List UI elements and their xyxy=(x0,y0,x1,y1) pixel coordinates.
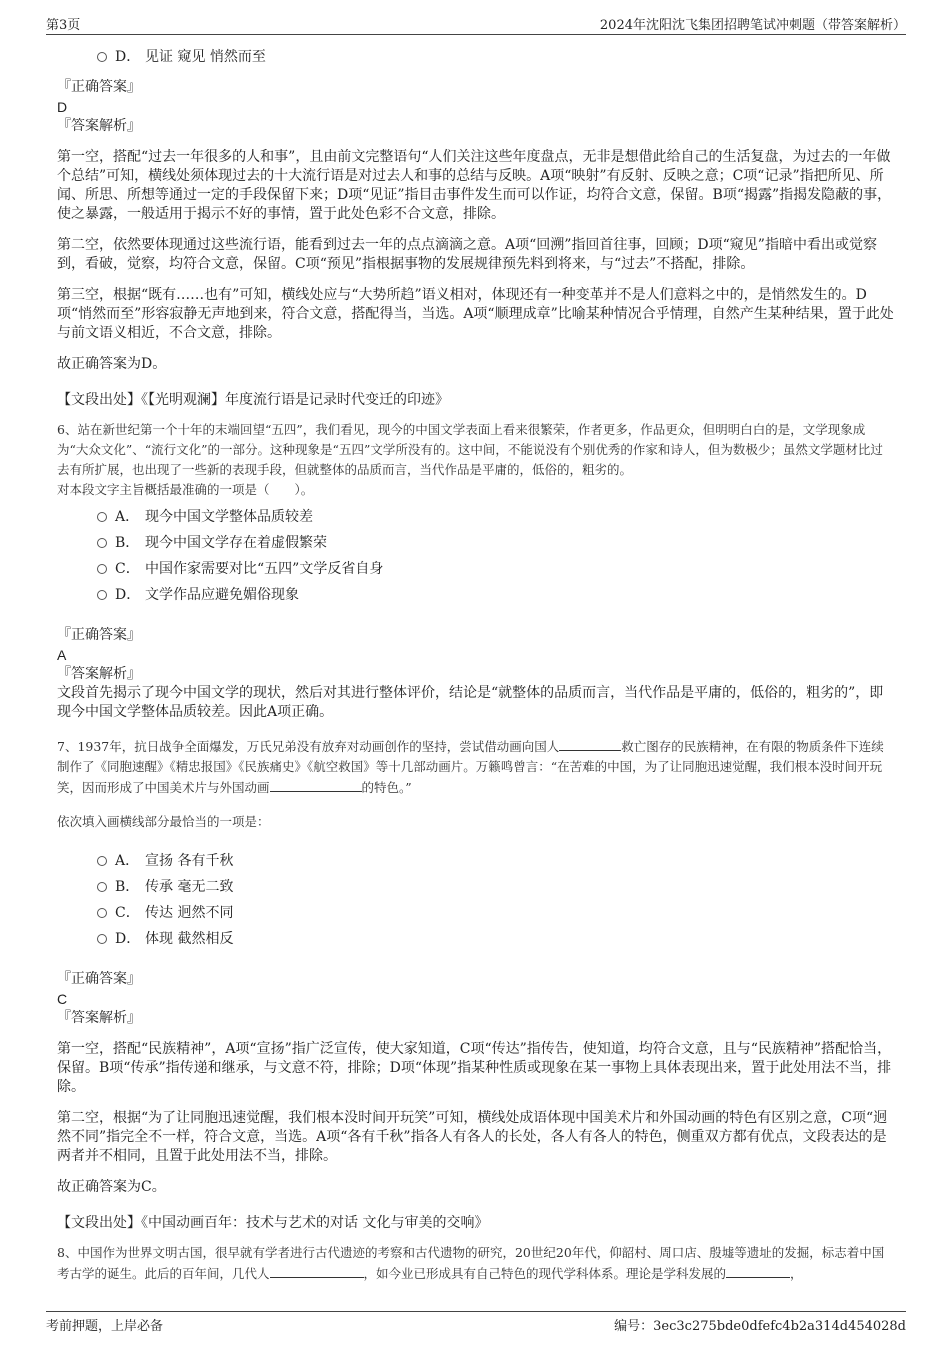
fill-blank xyxy=(270,777,362,792)
q6-stem: 6、站在新世纪第一个十年的末端回望“五四”，我们看见，现今的中国文学表面上看来很繁荣，作者更多，作品更众，但明明白白的是，文学现象成为“大众文化”、“流行文化”的一部分。这种现象是“五四”文学所没有的。这中间，不能说没有个别优秀的作家和诗人，但为数极少；虽然文学题材比过去有所扩展，也出现了一些新的表现手段，但就整体的品质而言，当代作品是平庸的，低俗的，粗劣的。 xyxy=(57,422,883,477)
q7-source: 【文段出处】《中国动画百年：技术与艺术的对话 文化与审美的交响》 xyxy=(57,1215,489,1231)
page-number: 第3页 xyxy=(46,18,81,33)
q7-option-d[interactable]: D． 体现 截然相反 xyxy=(97,926,895,952)
q7-answer-label: 『正确答案』 xyxy=(57,971,141,987)
q7-answer: C xyxy=(57,991,68,1007)
page-header xyxy=(46,14,906,35)
q8-stem: 8、中国作为世界文明古国，很早就有学者进行古代遗迹的考察和古代遗物的研究，20世纪20年代，仰韶村、周口店、殷墟等遗址的发掘，标志着中国考古学的诞生。此后的百年间，几代人 ，如今业已形成具有自己特色的现代学科体系。理论是学科发展的 ， xyxy=(57,1245,885,1281)
q5-explain-label: 『答案解析』 xyxy=(57,118,141,134)
radio-icon[interactable] xyxy=(97,564,107,574)
q5-option-d[interactable]: D． 见证 窥见 悄然而至 xyxy=(97,44,895,70)
radio-icon[interactable] xyxy=(97,934,107,944)
q5-explain-3: 第三空，根据“既有……也有”可知，横线处应与“大势所趋”语义相对，体现还有一种变革并不是人们意料之中的，是悄然发生的。D项“悄然而至”形容寂静无声地到来，符合文意，搭配得当，当选。A项“顺理成章”比喻某种情况合乎情理，自然产生某种结果，置于此处与前文语义相近，不合文意，排除。 xyxy=(57,287,894,341)
radio-icon[interactable] xyxy=(97,512,107,522)
document-body xyxy=(57,44,895,1284)
q7-explain-1: 第一空，搭配“民族精神”，A项“宣扬”指广泛宣传，使大家知道，C项“传达”指传告，使知道，均符合文意，且与“民族精神”搭配恰当，保留。B项“传承”指传递和继承，与文意不符，排除；D项“体现”指某种性质或现象在某一事物上具体表现出来，置于此处用法不当，排除。 xyxy=(57,1041,892,1095)
q7-option-c[interactable]: C． 传达 迥然不同 xyxy=(97,900,895,926)
q7-stem: 7、1937年，抗日战争全面爆发，万氏兄弟没有放弃对动画创作的坚持，尝试借动画向国人 救亡图存的民族精神，在有限的物质条件下连续制作了《同胞速醒》《精忠报国》《民族痛史》《航空救国》等十几部动画片。万籁鸣曾言：“在苦难的中国，为了让同胞迅速觉醒，我们根本没时间开玩笑，因而形成了中国美术片与外国动画 的特色。” xyxy=(57,736,895,798)
q7-option-b[interactable]: B． 传承 毫无二致 xyxy=(97,874,895,900)
q6-option-b[interactable]: B． 现今中国文学存在着虚假繁荣 xyxy=(97,530,895,556)
fill-blank xyxy=(559,736,621,751)
q7-explain-2: 第二空，根据“为了让同胞迅速觉醒，我们根本没时间开玩笑”可知，横线处成语体现中国美术片和外国动画的特色有区别之意，C项“迥然不同”指完全不一样，符合文意，当选。A项“各有千秋”指各人有各人的长处，各人有各人的特色，侧重双方都有优点，文段表达的是两者并不相同，且置于此处用法不当，排除。 xyxy=(57,1110,888,1164)
document-title: 2024年沈阳沈飞集团招聘笔试冲刺题（带答案解析） xyxy=(599,18,906,33)
q6-question: 对本段文字主旨概括最准确的一项是（ ）。 xyxy=(57,482,314,497)
q7-explain-label: 『答案解析』 xyxy=(57,1010,141,1026)
q6-option-a[interactable]: A． 现今中国文学整体品质较差 xyxy=(97,504,895,530)
q6-explain-label: 『答案解析』 xyxy=(57,666,141,682)
q6-answer: A xyxy=(57,647,67,663)
q5-explain-1: 第一空，搭配“过去一年很多的人和事”，且由前文完整语句“人们关注这些年度盘点，无非是想借此给自己的生活复盘，为过去的一年做个总结”可知，横线处须体现过去的十大流行语是对过去人和事的总结与反映。A项“映射”有反射、反映之意；C项“记录”指把所见、所闻、所思、所想等通过一定的手段保留下来；D项“见证”指目击事件发生而可以作证，均符合文意，保留。B项“揭露”指揭发隐蔽的事，使之暴露，一般适用于揭示不好的事情，置于此处色彩不合文意，排除。 xyxy=(57,149,892,222)
footer-slogan: 考前押题，上岸必备 xyxy=(46,1319,164,1334)
q6-answer-label: 『正确答案』 xyxy=(57,627,141,643)
q6-option-c[interactable]: C． 中国作家需要对比“五四”文学反省自身 xyxy=(97,556,895,582)
radio-icon[interactable] xyxy=(97,856,107,866)
q6-explain: 文段首先揭示了现今中国文学的现状，然后对其进行整体评价，结论是“就整体的品质而言，当代作品是平庸的，低俗的，粗劣的”，即现今中国文学整体品质较差。因此A项正确。 xyxy=(57,685,884,720)
q7-question: 依次填入画横线部分最恰当的一项是： xyxy=(57,814,270,829)
radio-icon[interactable] xyxy=(97,52,107,62)
q7-option-a[interactable]: A． 宣扬 各有千秋 xyxy=(97,848,895,874)
radio-icon[interactable] xyxy=(97,590,107,600)
radio-icon[interactable] xyxy=(97,538,107,548)
q5-source: 【文段出处】《【光明观澜】年度流行语是记录时代变迁的印迹》 xyxy=(57,392,449,408)
q5-conclusion: 故正确答案为D。 xyxy=(57,356,167,372)
q5-answer-label: 『正确答案』 xyxy=(57,79,141,95)
q7-conclusion: 故正确答案为C。 xyxy=(57,1179,166,1195)
fill-blank xyxy=(726,1263,790,1278)
radio-icon[interactable] xyxy=(97,908,107,918)
q5-explain-2: 第二空，依然要体现通过这些流行语，能看到过去一年的点点滴滴之意。A项“回溯”指回首往事，回顾；D项“窥见”指暗中看出或觉察到，看破，觉察，均符合文意，保留。C项“预见”指根据事物的发展规律预先料到将来，与“过去”不搭配，排除。 xyxy=(57,237,877,272)
fill-blank xyxy=(270,1263,364,1278)
radio-icon[interactable] xyxy=(97,882,107,892)
footer-code: 编号：3ec3c275bde0dfefc4b2a314d454028d xyxy=(614,1319,906,1334)
q5-answer: D xyxy=(57,99,68,115)
page-footer xyxy=(46,1311,906,1332)
q6-option-d[interactable]: D． 文学作品应避免媚俗现象 xyxy=(97,582,895,608)
